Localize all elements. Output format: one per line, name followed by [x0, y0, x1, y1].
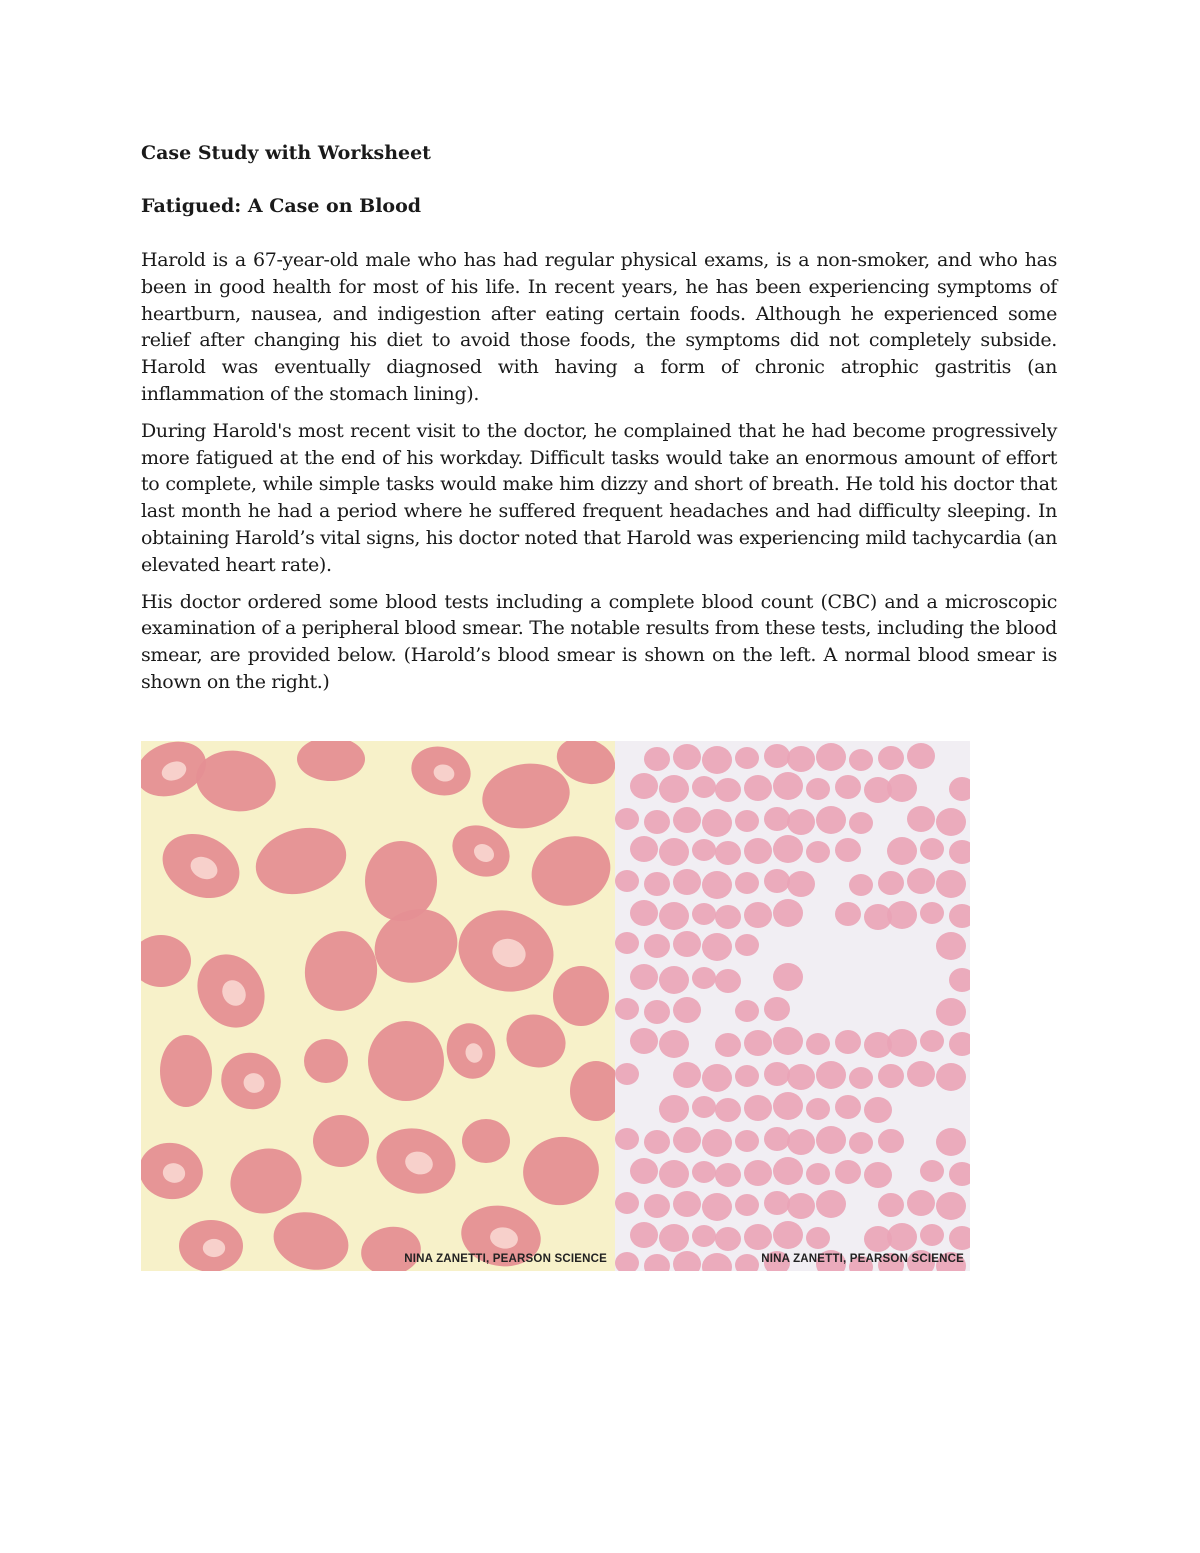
red-blood-cell: [806, 1227, 830, 1249]
red-blood-cell: [160, 1035, 212, 1107]
red-blood-cell: [773, 1027, 803, 1055]
red-blood-cell: [715, 1033, 741, 1057]
red-blood-cell: [615, 1063, 639, 1085]
red-blood-cell: [920, 838, 944, 860]
red-blood-cell: [849, 874, 873, 896]
red-blood-cell: [673, 1251, 701, 1271]
red-blood-cell: [936, 998, 966, 1026]
red-blood-cell: [835, 775, 861, 799]
red-blood-cell: [644, 1254, 670, 1271]
red-blood-cell: [787, 871, 815, 897]
red-blood-cell: [773, 1221, 803, 1249]
red-blood-cell: [615, 808, 639, 830]
red-blood-cell: [692, 967, 716, 989]
red-blood-cell: [553, 966, 609, 1026]
cell-pale-center: [203, 1239, 225, 1257]
red-blood-cell: [849, 749, 873, 771]
red-blood-cell: [949, 904, 970, 928]
red-blood-cell: [764, 869, 790, 893]
red-blood-cell: [864, 1097, 892, 1123]
red-blood-cell: [849, 1067, 873, 1089]
red-blood-cell: [806, 1098, 830, 1120]
red-blood-cell: [835, 1030, 861, 1054]
normal-smear-drawing: [615, 741, 970, 1271]
red-blood-cell: [816, 1126, 846, 1154]
red-blood-cell: [949, 777, 970, 801]
red-blood-cell: [368, 1021, 444, 1101]
red-blood-cell: [715, 969, 741, 993]
red-blood-cell: [659, 902, 689, 930]
red-blood-cell: [806, 778, 830, 800]
red-blood-cell: [806, 1163, 830, 1185]
red-blood-cell: [735, 1000, 759, 1022]
red-blood-cell: [744, 775, 772, 801]
red-blood-cell: [764, 807, 790, 831]
red-blood-cell: [735, 1065, 759, 1087]
red-blood-cell: [920, 1224, 944, 1246]
red-blood-cell: [715, 905, 741, 929]
red-blood-cell: [702, 933, 732, 961]
red-blood-cell: [615, 1192, 639, 1214]
red-blood-cell: [659, 1095, 689, 1123]
red-blood-cell: [673, 744, 701, 770]
red-blood-cell: [630, 1158, 658, 1184]
red-blood-cell: [644, 872, 670, 896]
red-blood-cell: [949, 968, 970, 992]
red-blood-cell: [936, 808, 966, 836]
red-blood-cell: [644, 1000, 670, 1024]
red-blood-cell: [920, 1030, 944, 1052]
red-blood-cell: [907, 1061, 935, 1087]
red-blood-cell: [659, 775, 689, 803]
red-blood-cell: [735, 1254, 759, 1271]
red-blood-cell: [191, 745, 280, 818]
red-blood-cell: [702, 1129, 732, 1157]
red-blood-cell: [615, 1128, 639, 1150]
red-blood-cell: [816, 1061, 846, 1089]
red-blood-cell: [267, 1204, 355, 1271]
document-page: [141, 140, 1057, 706]
red-blood-cell: [630, 900, 658, 926]
red-blood-cell: [878, 1129, 904, 1153]
red-blood-cell: [702, 746, 732, 774]
red-blood-cell: [787, 809, 815, 835]
red-blood-cell: [744, 1030, 772, 1056]
red-blood-cell: [949, 1032, 970, 1056]
red-blood-cell: [659, 1030, 689, 1058]
red-blood-cell: [949, 840, 970, 864]
red-blood-cell: [477, 757, 575, 835]
red-blood-cell: [816, 806, 846, 834]
red-blood-cell: [692, 839, 716, 861]
red-blood-cell: [702, 1064, 732, 1092]
red-blood-cell: [887, 774, 917, 802]
red-blood-cell: [773, 1092, 803, 1120]
red-blood-cell: [816, 1190, 846, 1218]
red-blood-cell: [887, 1029, 917, 1057]
red-blood-cell: [365, 841, 437, 921]
red-blood-cell: [702, 871, 732, 899]
red-blood-cell: [630, 773, 658, 799]
red-blood-cell: [644, 1130, 670, 1154]
red-blood-cell: [806, 1033, 830, 1055]
macrocytic-smear-drawing: [141, 741, 615, 1271]
red-blood-cell: [715, 778, 741, 802]
red-blood-cell: [644, 747, 670, 771]
red-blood-cell: [787, 1064, 815, 1090]
red-blood-cell: [715, 841, 741, 865]
red-blood-cell: [644, 810, 670, 834]
red-blood-cell: [702, 1193, 732, 1221]
red-blood-cell: [630, 836, 658, 862]
red-blood-cell: [949, 1162, 970, 1186]
red-blood-cell: [735, 810, 759, 832]
red-blood-cell: [936, 932, 966, 960]
left-image-credit: NINA ZANETTI, PEARSON SCIENCE: [404, 1253, 607, 1265]
red-blood-cell: [773, 835, 803, 863]
red-blood-cell: [630, 1028, 658, 1054]
red-blood-cell: [835, 902, 861, 926]
red-blood-cell: [522, 825, 615, 916]
red-blood-cell: [462, 1119, 510, 1163]
red-blood-cell: [878, 1064, 904, 1088]
case-title: Fatigued: A Case on Blood: [141, 195, 422, 217]
red-blood-cell: [849, 1132, 873, 1154]
red-blood-cell: [715, 1098, 741, 1122]
red-blood-cell: [673, 1191, 701, 1217]
red-blood-cell: [692, 1096, 716, 1118]
right-image-credit: NINA ZANETTI, PEARSON SCIENCE: [761, 1253, 964, 1265]
red-blood-cell: [949, 1226, 970, 1250]
red-blood-cell: [787, 1129, 815, 1155]
red-blood-cell: [659, 1224, 689, 1252]
red-blood-cell: [936, 1192, 966, 1220]
red-blood-cell: [673, 807, 701, 833]
red-blood-cell: [221, 1139, 311, 1224]
red-blood-cell: [864, 1162, 892, 1188]
red-blood-cell: [773, 772, 803, 800]
red-blood-cell: [907, 743, 935, 769]
red-blood-cell: [304, 1039, 348, 1083]
red-blood-cell: [692, 903, 716, 925]
red-blood-cell: [673, 869, 701, 895]
red-blood-cell: [806, 841, 830, 863]
red-blood-cell: [673, 931, 701, 957]
red-blood-cell: [615, 998, 639, 1020]
red-blood-cell: [887, 837, 917, 865]
red-blood-cell: [835, 1095, 861, 1119]
red-blood-cell: [615, 932, 639, 954]
red-blood-cell: [141, 935, 191, 987]
red-blood-cell: [673, 997, 701, 1023]
red-blood-cell: [715, 1227, 741, 1251]
red-blood-cell: [936, 1128, 966, 1156]
red-blood-cell: [702, 809, 732, 837]
red-blood-cell: [764, 1191, 790, 1215]
red-blood-cell: [787, 1193, 815, 1219]
red-blood-cell: [878, 871, 904, 895]
red-blood-cell: [849, 812, 873, 834]
red-blood-cell: [570, 1061, 615, 1121]
paragraph-2: During Harold's most recent visit to the doctor, he complained that he had become progressively more fatigued at the end of his workday. Difficult tasks would take an enormous amount of effort to complete, while simple tasks would make him dizzy and short of breath. He told his doctor that last month he had a period where he suffered frequent headaches and had difficulty sleeping. In obtaining Harold’s vital signs, his doctor noted that Harold was experiencing mild tachycardia (an elevated heart rate).: [141, 419, 1057, 576]
red-blood-cell: [702, 1253, 732, 1271]
red-blood-cell: [692, 1161, 716, 1183]
red-blood-cell: [764, 1127, 790, 1151]
paragraph-3: His doctor ordered some blood tests including a complete blood count (CBC) and a microscopic examination of a peripheral blood smear. The notable results from these tests, including the blood smear, are provided below. (Harold’s blood smear is shown on the left. A normal blood smear is shown on the right.): [141, 590, 1057, 693]
red-blood-cell: [297, 741, 365, 781]
harold-blood-smear-image: [141, 741, 615, 1271]
red-blood-cell: [615, 1252, 639, 1271]
red-blood-cell: [692, 776, 716, 798]
red-blood-cell: [518, 1131, 605, 1211]
red-blood-cell: [835, 1160, 861, 1184]
red-blood-cell: [692, 1225, 716, 1247]
red-blood-cell: [835, 838, 861, 862]
red-blood-cell: [735, 1130, 759, 1152]
red-blood-cell: [773, 1157, 803, 1185]
red-blood-cell: [764, 997, 790, 1021]
red-blood-cell: [787, 746, 815, 772]
red-blood-cell: [878, 746, 904, 770]
red-blood-cell: [773, 899, 803, 927]
red-blood-cell: [816, 743, 846, 771]
red-blood-cell: [887, 1223, 917, 1251]
red-blood-cell: [735, 747, 759, 769]
red-blood-cell: [907, 806, 935, 832]
red-blood-cell: [673, 1127, 701, 1153]
red-blood-cell: [887, 901, 917, 929]
red-blood-cell: [744, 1224, 772, 1250]
red-blood-cell: [764, 744, 790, 768]
red-blood-cell: [744, 838, 772, 864]
red-blood-cell: [773, 963, 803, 991]
red-blood-cell: [644, 1194, 670, 1218]
red-blood-cell: [659, 838, 689, 866]
red-blood-cell: [920, 1160, 944, 1182]
red-blood-cell: [644, 934, 670, 958]
red-blood-cell: [313, 1115, 369, 1167]
red-blood-cell: [744, 1095, 772, 1121]
red-blood-cell: [878, 1193, 904, 1217]
red-blood-cell: [630, 964, 658, 990]
red-blood-cell: [715, 1163, 741, 1187]
red-blood-cell: [615, 870, 639, 892]
red-blood-cell: [735, 1194, 759, 1216]
red-blood-cell: [735, 934, 759, 956]
document-heading: Case Study with Worksheet: [141, 142, 431, 164]
red-blood-cell: [744, 1160, 772, 1186]
red-blood-cell: [936, 870, 966, 898]
red-blood-cell: [630, 1222, 658, 1248]
red-blood-cell: [907, 1190, 935, 1216]
red-blood-cell: [299, 925, 384, 1016]
blood-smear-figure: [141, 741, 970, 1271]
red-blood-cell: [248, 818, 353, 904]
red-blood-cell: [673, 1062, 701, 1088]
red-blood-cell: [936, 1063, 966, 1091]
red-blood-cell: [659, 1160, 689, 1188]
red-blood-cell: [659, 966, 689, 994]
red-blood-cell: [920, 902, 944, 924]
red-blood-cell: [907, 868, 935, 894]
red-blood-cell: [764, 1062, 790, 1086]
red-blood-cell: [744, 902, 772, 928]
red-blood-cell: [735, 872, 759, 894]
paragraph-1: Harold is a 67-year-old male who has had regular physical exams, is a non-smoker, and who has been in good health for most of his life. In recent years, he has been experiencing symptoms of heartburn, nausea, and indigestion after eating certain foods. Although he experienced some relief after changing his diet to avoid those foods, the symptoms did not completely subside. Harold was eventually diagnosed with having a form of chronic atrophic gastritis (an inflammation of the stomach lining).: [141, 249, 1057, 405]
normal-blood-smear-image: [615, 741, 970, 1271]
